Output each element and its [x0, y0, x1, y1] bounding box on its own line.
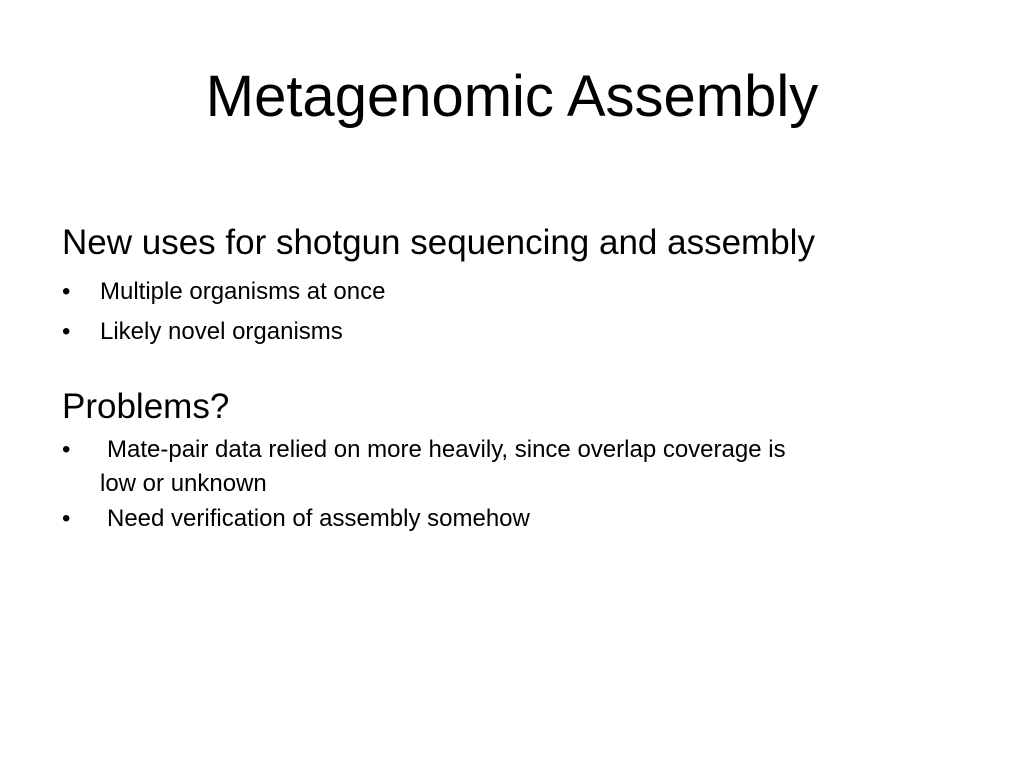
bullet-icon: • [62, 436, 71, 463]
bullet-text: Need verification of assembly somehow [107, 505, 530, 532]
bullet-text: Likely novel organisms [100, 318, 343, 345]
bullet-icon: • [62, 278, 71, 305]
slide-title: Metagenomic Assembly [205, 64, 819, 129]
section-heading-problems: Problems? [62, 387, 230, 426]
bullet-text: Mate-pair data relied on more heavily, since overlap coverage is [107, 436, 786, 463]
section-heading-new-uses: New uses for shotgun sequencing and assembly [62, 223, 815, 262]
bullet-text: Multiple organisms at once [100, 278, 386, 305]
bullet-icon: • [62, 318, 71, 345]
bullet-text-continuation: low or unknown [100, 470, 267, 497]
bullet-icon: • [62, 505, 71, 532]
